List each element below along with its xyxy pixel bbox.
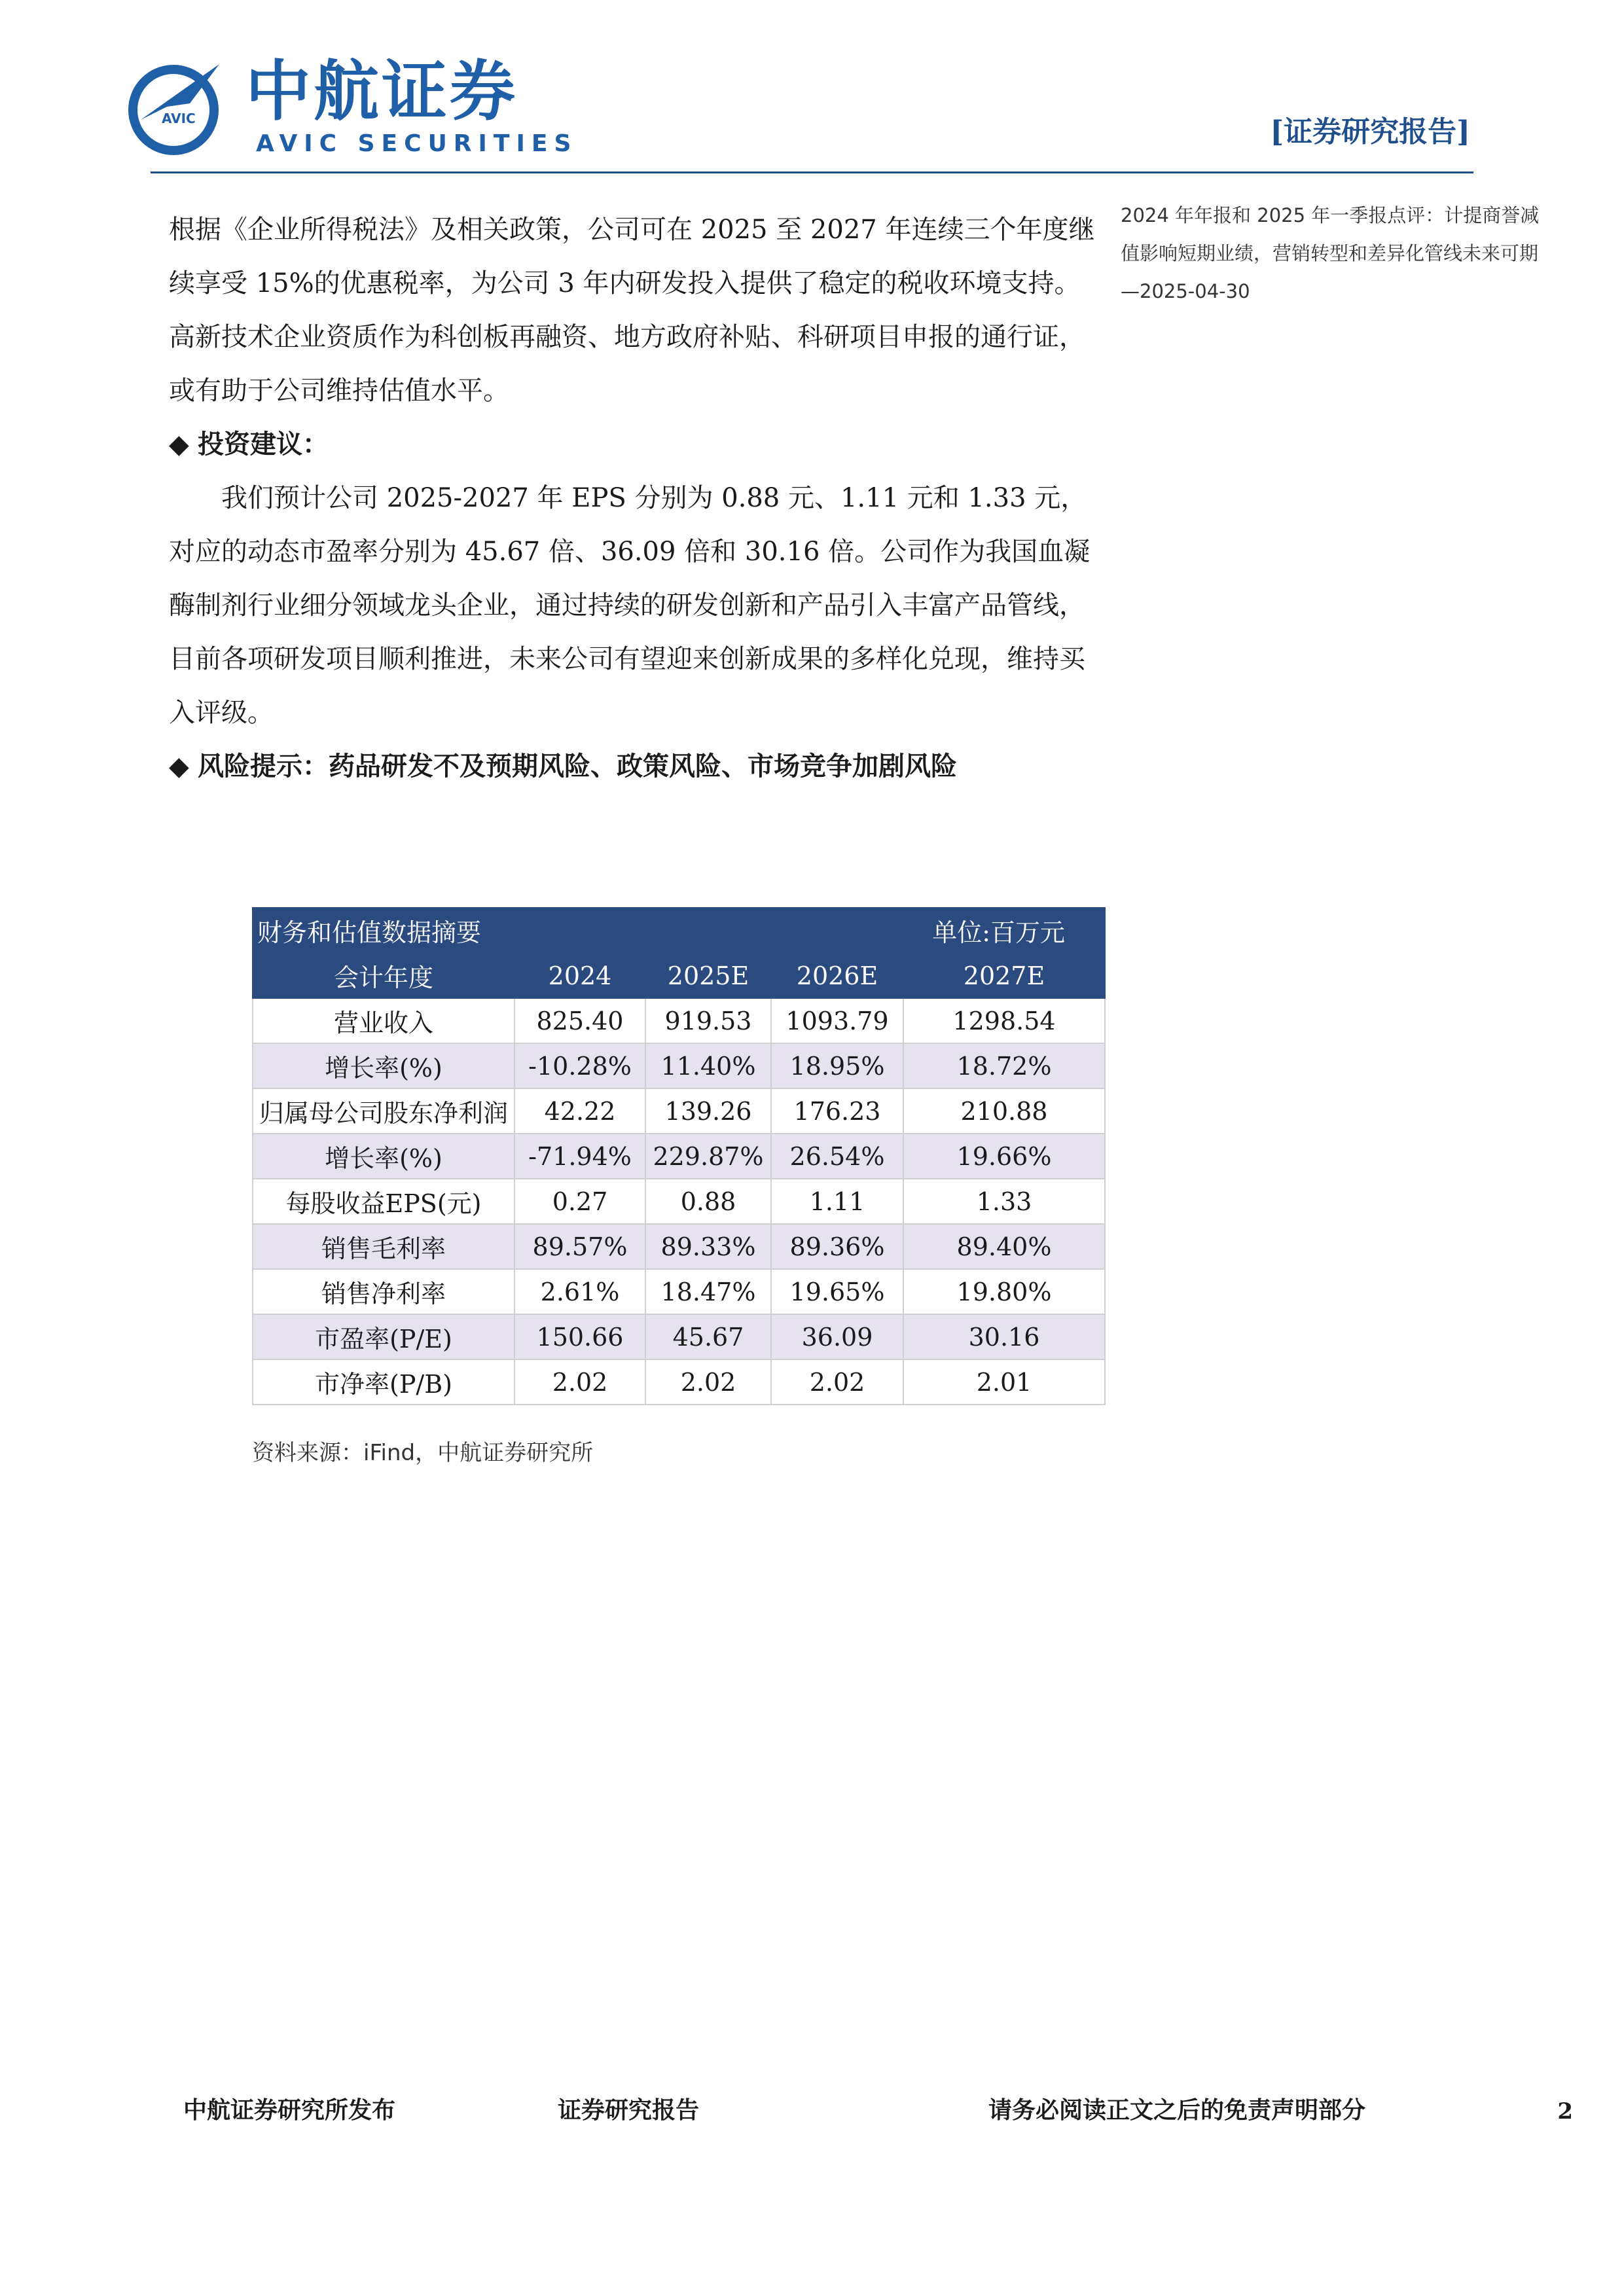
value-cell: 2.01 (903, 1359, 1105, 1405)
company-logo (128, 52, 578, 164)
value-cell: 825.40 (514, 998, 645, 1043)
footer-report-type: 证券研究报告 (558, 2097, 700, 2124)
row-label-cell: 市盈率(P/E) (253, 1314, 514, 1359)
financial-summary-table-wrap (252, 907, 1104, 1405)
report-type-tag: [证券研究报告] (1270, 115, 1470, 149)
table-title: 财务和估值数据摘要 (253, 908, 771, 953)
logo-english-name: AVIC SECURITIES (256, 130, 578, 157)
investment-advice-label: 投资建议： (198, 429, 329, 459)
value-cell: 18.72% (903, 1043, 1105, 1088)
table-header-row (253, 953, 1105, 998)
value-cell: 150.66 (514, 1314, 645, 1359)
related-report-sidebar: 2024 年年报和 2025 年一季报点评：计提商誉减值影响短期业绩，营销转型和差异化管线未来可期 —2025-04-30 (1121, 204, 1540, 302)
row-label-cell: 销售毛利率 (253, 1224, 514, 1269)
diamond-bullet-icon: ◆ (169, 751, 189, 781)
value-cell: 0.27 (514, 1179, 645, 1224)
value-cell: 1.33 (903, 1179, 1105, 1224)
logo-chinese-name: 中航证券 (245, 53, 518, 130)
row-label-cell: 营业收入 (253, 998, 514, 1043)
main-body (169, 203, 1098, 793)
value-cell: 89.40% (903, 1224, 1105, 1269)
value-cell: 1298.54 (903, 998, 1105, 1043)
value-cell: 1.11 (771, 1179, 903, 1224)
value-cell: 36.09 (771, 1314, 903, 1359)
value-cell: 139.26 (645, 1088, 771, 1134)
value-cell: 11.40% (645, 1043, 771, 1088)
value-cell: 2.02 (514, 1359, 645, 1405)
diamond-bullet-icon: ◆ (169, 429, 189, 459)
footer-disclaimer: 请务必阅读正文之后的免责声明部分 (988, 2097, 1366, 2124)
row-label-cell: 销售净利率 (253, 1269, 514, 1314)
value-cell: 19.66% (903, 1134, 1105, 1179)
table-unit: 单位:百万元 (771, 908, 1105, 953)
table-row (253, 1359, 1105, 1405)
table-row (253, 1224, 1105, 1269)
logo-badge-text: AVIC (162, 111, 196, 126)
row-label-cell: 增长率(%) (253, 1043, 514, 1088)
value-cell: 30.16 (903, 1314, 1105, 1359)
header-divider (151, 171, 1473, 173)
table-row (253, 1043, 1105, 1088)
page-number: 2 (1557, 2098, 1573, 2125)
value-cell: 18.95% (771, 1043, 903, 1088)
value-cell: 19.80% (903, 1269, 1105, 1314)
value-cell: 919.53 (645, 998, 771, 1043)
value-cell: 210.88 (903, 1088, 1105, 1134)
table-row (253, 1314, 1105, 1359)
investment-advice-heading (169, 418, 1098, 471)
value-cell: 2.02 (645, 1359, 771, 1405)
avic-logo-icon (128, 58, 226, 156)
risk-warning-label: 风险提示：药品研发不及预期风险、政策风险、市场竞争加剧风险 (198, 751, 957, 781)
row-label-cell: 增长率(%) (253, 1134, 514, 1179)
column-header: 2027E (903, 953, 1105, 998)
column-header: 2024 (514, 953, 645, 998)
value-cell: 45.67 (645, 1314, 771, 1359)
value-cell: 2.02 (771, 1359, 903, 1405)
value-cell: 89.57% (514, 1224, 645, 1269)
table-title-row (253, 908, 1105, 953)
table-row (253, 1134, 1105, 1179)
table-row (253, 998, 1105, 1043)
tax-policy-paragraph: 根据《企业所得税法》及相关政策，公司可在 2025 至 2027 年连续三个年度继续享受 15%的优惠税率，为公司 3 年内研发投入提供了稳定的税收环境支持。高新技术企业资质作为科创板再融资、地方政府补贴、科研项目申报的通行证，或有助于公司维持估值水平。 (169, 215, 1095, 406)
value-cell: 176.23 (771, 1088, 903, 1134)
row-label-cell: 市净率(P/B) (253, 1359, 514, 1405)
value-cell: 229.87% (645, 1134, 771, 1179)
value-cell: 89.33% (645, 1224, 771, 1269)
column-header: 2025E (645, 953, 771, 998)
footer-publisher: 中航证券研究所发布 (183, 2097, 396, 2124)
financial-summary-table (252, 907, 1106, 1405)
value-cell: 18.47% (645, 1269, 771, 1314)
value-cell: -71.94% (514, 1134, 645, 1179)
investment-advice-paragraph: 我们预计公司 2025-2027 年 EPS 分别为 0.88 元、1.11 元和 1.33 元，对应的动态市盈率分别为 45.67 倍、36.09 倍和 30.16 倍。公司作为我国血凝酶制剂行业细分领域龙头企业，通过持续的研发创新和产品引入丰富产品管线，目前各项研发项目顺利推进，未来公司有望迎来创新成果的多样化兑现，维持买入评级。 (169, 483, 1091, 728)
table-source-note: 资料来源：iFind，中航证券研究所 (252, 1440, 594, 1466)
value-cell: 26.54% (771, 1134, 903, 1179)
value-cell: 42.22 (514, 1088, 645, 1134)
value-cell: 1093.79 (771, 998, 903, 1043)
table-row (253, 1269, 1105, 1314)
value-cell: 0.88 (645, 1179, 771, 1224)
row-label-cell: 归属母公司股东净利润 (253, 1088, 514, 1134)
value-cell: 2.61% (514, 1269, 645, 1314)
table-row (253, 1088, 1105, 1134)
column-header: 会计年度 (253, 953, 514, 998)
table-row (253, 1179, 1105, 1224)
value-cell: -10.28% (514, 1043, 645, 1088)
risk-warning-heading (169, 740, 1098, 793)
row-label-cell: 每股收益EPS(元) (253, 1179, 514, 1224)
value-cell: 19.65% (771, 1269, 903, 1314)
column-header: 2026E (771, 953, 903, 998)
value-cell: 89.36% (771, 1224, 903, 1269)
